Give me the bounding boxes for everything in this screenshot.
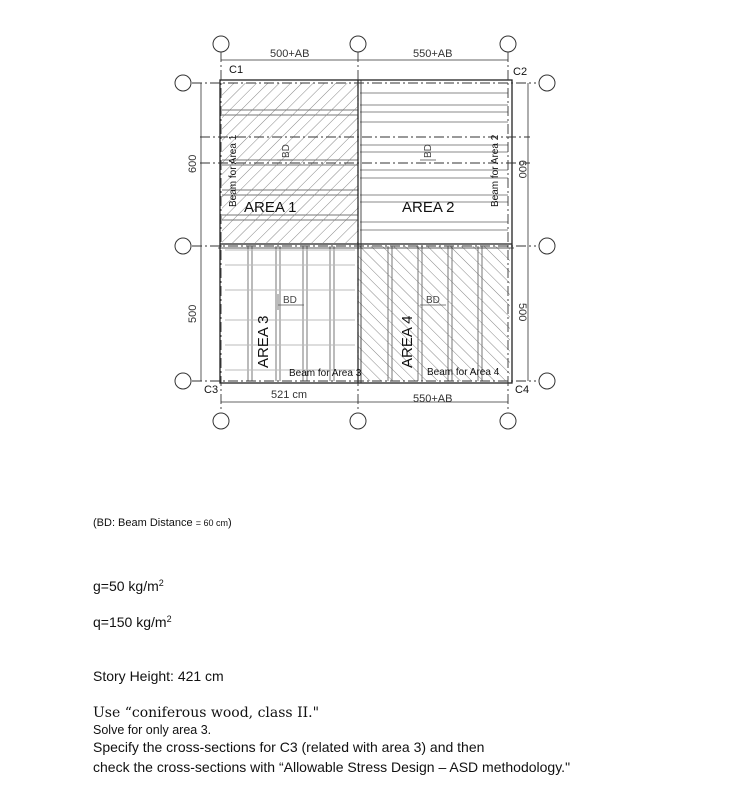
story-height: Story Height: 421 cm bbox=[93, 668, 224, 684]
dim-right-top: 600 bbox=[516, 160, 528, 179]
bd-label-area-2: BD bbox=[423, 144, 434, 158]
bd-note-suffix: ) bbox=[227, 517, 232, 529]
column-c1: C1 bbox=[229, 64, 244, 76]
bd-note-prefix: (BD: Beam Distance bbox=[93, 517, 193, 529]
dim-left-bottom: 500 bbox=[187, 304, 199, 323]
g-label: g=50 kg/m bbox=[93, 578, 159, 594]
column-c3: C3 bbox=[204, 384, 219, 396]
area-3-label: AREA 3 bbox=[255, 315, 272, 368]
dim-top-left: 500+AB bbox=[270, 48, 310, 60]
area-4-label: AREA 4 bbox=[399, 315, 416, 368]
q-label: q=150 kg/m bbox=[93, 614, 167, 630]
bd-note-value: = 60 cm bbox=[195, 518, 228, 528]
beam-area-4-label: Beam for Area 4 bbox=[427, 367, 500, 378]
task-asd-check: check the cross-sections with “Allowable Stress Design – ASD methodology." bbox=[93, 759, 571, 775]
bd-label-area-4: BD bbox=[426, 295, 440, 306]
task-scope: Solve for only area 3. bbox=[93, 723, 212, 737]
g-exponent: 2 bbox=[158, 578, 164, 588]
dim-bottom-right: 550+AB bbox=[413, 393, 453, 405]
column-c4: C4 bbox=[515, 384, 530, 396]
bd-label-area-3: BD bbox=[283, 295, 297, 306]
dim-left-top: 600 bbox=[187, 154, 199, 173]
beam-area-3-label: Beam for Area 3 bbox=[289, 368, 362, 379]
column-c2: C2 bbox=[513, 66, 528, 78]
live-load-q bbox=[93, 614, 172, 630]
area-2-label: AREA 2 bbox=[402, 199, 455, 216]
bd-label-area-1: BD bbox=[281, 144, 292, 158]
beam-area-1-label: Beam for Area 1 bbox=[228, 134, 239, 207]
q-exponent: 2 bbox=[166, 614, 172, 624]
beam-distance-note bbox=[93, 517, 232, 529]
area-4-hatch bbox=[358, 246, 510, 381]
task-material: Use “coniferous wood, class II." bbox=[93, 705, 320, 721]
area-1-label: AREA 1 bbox=[244, 199, 297, 216]
dim-bottom-left: 521 cm bbox=[271, 389, 308, 401]
dim-top-right: 550+AB bbox=[413, 48, 453, 60]
area-3-joists bbox=[225, 246, 355, 381]
dim-right-bottom: 500 bbox=[516, 303, 528, 322]
dead-load-g bbox=[93, 578, 164, 594]
task-cross-sections: Specify the cross-sections for C3 (related with area 3) and then bbox=[93, 739, 485, 755]
beam-area-2-label: Beam for Area 2 bbox=[490, 134, 501, 207]
